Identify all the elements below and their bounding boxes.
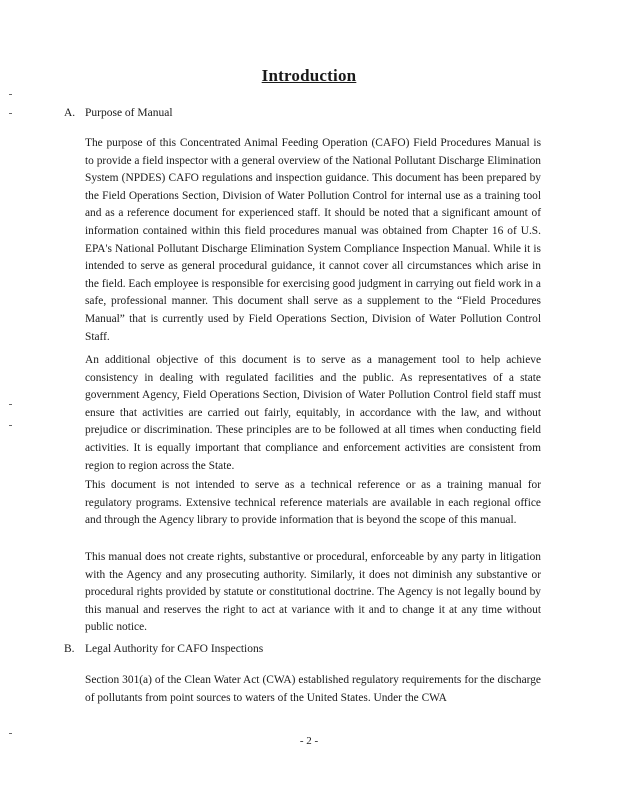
paragraph-purpose-1: The purpose of this Concentrated Animal Feeding Operation (CAFO) Field Procedures Manual is to provide a field inspector with a general overview of the National Pollutant Discharge Elimination System (NPDES) CAFO regulations and inspection guidance. This document has been prepared by the Field Operations Section, Division of Water Pollution Control for internal use as a training tool and as a reference document for experienced staff. It should be noted that a significant amount of information contained within this field procedures manual was obtained from Chapter 16 of U.S. EPA's National Pollutant Discharge Elimination System Compliance Inspection Manual. While it is intended to serve as general procedural guidance, it cannot cover all circumstances which arise in the field. Each employee is responsible for exercising good judgment in carrying out field work in a safe, professional manner. This document shall serve as a supplement to the “Field Procedures Manual” that is currently used by Field Operations Section, Division of Water Pollution Control Staff. <box>85 137 541 343</box>
section-letter: A. <box>64 107 76 119</box>
scan-mark <box>9 404 12 405</box>
scan-mark <box>9 733 12 734</box>
paragraph-legal-authority-1: Section 301(a) of the Clean Water Act (CWA) established regulatory requirements for the discharge of pollutants from point sources to waters of the United States. Under the CWA <box>85 674 541 704</box>
section-title: Legal Authority for CAFO Inspections <box>85 643 264 655</box>
paragraph-purpose-4: This manual does not create rights, substantive or procedural, enforceable by any party in litigation with the Agency and any prosecuting authority. Similarly, it does not diminish any substantive or procedural rights provided by statute or constitutional doctrine. The Agency is not legally bound by this manual and reserves the right to act at variance with it and to change it at any time without public notice. <box>85 551 541 634</box>
section-letter: B. <box>64 643 75 655</box>
page-number: - 2 - <box>299 735 319 747</box>
scan-mark <box>9 425 12 426</box>
page-title: Introduction <box>261 66 357 85</box>
scan-mark <box>9 113 12 114</box>
section-heading-purpose <box>64 107 173 119</box>
scan-mark <box>9 94 12 95</box>
section-title: Purpose of Manual <box>85 107 173 119</box>
paragraph-purpose-3: This document is not intended to serve as a technical reference or as a training manual for regulatory programs. Extensive technical reference materials are available in each regional office and through the Agency library to provide information that is beyond the scope of this manual. <box>85 479 541 527</box>
paragraph-purpose-2: An additional objective of this document is to serve as a management tool to help achieve consistency in dealing with regulated facilities and the public. As representatives of a state government Agency, Field Operations Section, Division of Water Pollution Control field staff must ensure that activities are carried out fairly, equitably, in accordance with the law, and without prejudice or discrimination. These principles are to be followed at all times when conducting field activities. It is equally important that compliance and enforcement activities are consistent from region to region across the State. <box>85 354 541 472</box>
section-heading-legal-authority <box>64 643 263 655</box>
